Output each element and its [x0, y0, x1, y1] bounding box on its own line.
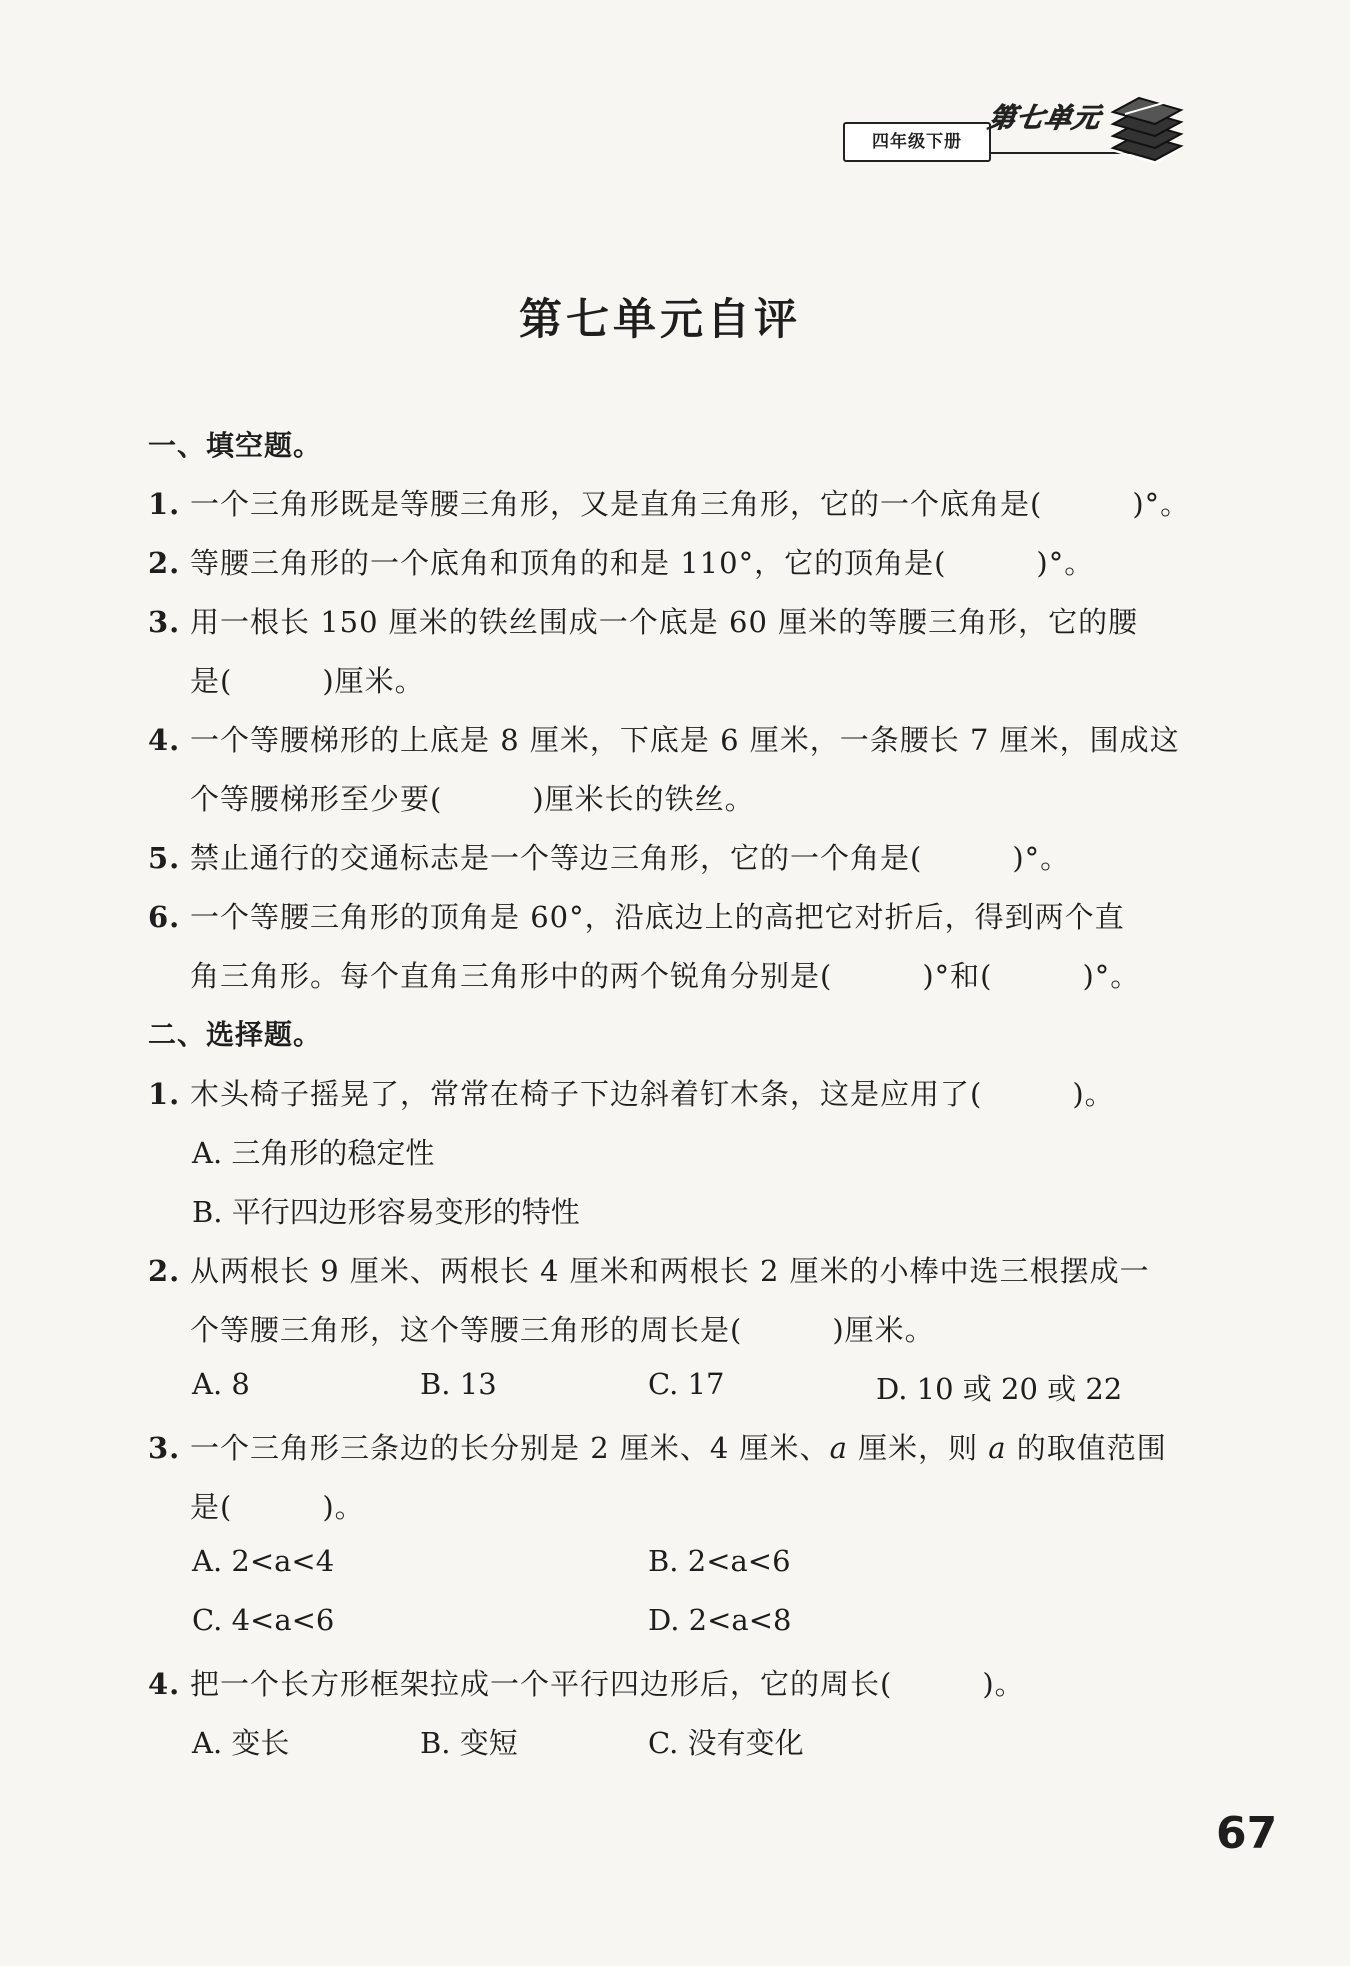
book-stack-icon [1105, 88, 1185, 168]
question-number: 4. [148, 1667, 181, 1701]
unit-label: 第七单元 [985, 103, 1104, 134]
choice-3-option-b: B. 2<a<6 [648, 1544, 791, 1578]
choice-question-2-cont: 个等腰三角形，这个等腰三角形的周长是( )厘米。 [190, 1313, 935, 1347]
fill-question-4 [148, 718, 1180, 759]
page-number: 67 [1216, 1808, 1278, 1859]
page-title: 第七单元自评 [519, 295, 801, 345]
choice-1-option-a: A. 三角形的稳定性 [192, 1136, 435, 1170]
choice-2-option-b: B. 13 [420, 1367, 497, 1401]
fill-question-4-cont: 个等腰梯形至少要( )厘米长的铁丝。 [190, 782, 755, 816]
fill-question-3-cont: 是( )厘米。 [190, 664, 425, 698]
fill-question-6-cont: 角三角形。每个直角三角形中的两个锐角分别是( )°和( )°。 [190, 959, 1141, 993]
question-number: 2. [148, 546, 181, 580]
question-text-part-1: 一个三角形三条边的长分别是 2 厘米、4 厘米、 [190, 1431, 830, 1465]
fill-question-1 [148, 482, 1190, 523]
fill-question-2 [148, 541, 1094, 582]
question-number: 5. [148, 841, 181, 875]
question-number: 4. [148, 723, 181, 757]
fill-question-3 [148, 600, 1138, 641]
choice-3-option-c: C. 4<a<6 [192, 1603, 335, 1637]
choice-3-option-d: D. 2<a<8 [648, 1603, 792, 1637]
section-heading-fill-blank: 一、填空题。 [148, 429, 323, 462]
question-number: 6. [148, 900, 181, 934]
choice-question-2 [148, 1249, 1150, 1290]
choice-question-3-cont: 是( )。 [190, 1490, 365, 1524]
choice-1-option-b: B. 平行四边形容易变形的特性 [192, 1195, 580, 1229]
question-text: 一个等腰梯形的上底是 8 厘米，下底是 6 厘米，一条腰长 7 厘米，围成这 [190, 723, 1180, 757]
question-text: 从两根长 9 厘米、两根长 4 厘米和两根长 2 厘米的小棒中选三根摆成一 [190, 1254, 1150, 1288]
question-text: 木头椅子摇晃了，常常在椅子下边斜着钉木条，这是应用了( )。 [190, 1077, 1115, 1111]
question-text: 把一个长方形框架拉成一个平行四边形后，它的周长( )。 [190, 1667, 1025, 1701]
question-text-part-3: 的取值范围 [1006, 1431, 1167, 1465]
choice-3-option-a: A. 2<a<4 [192, 1544, 335, 1578]
section-heading-choice: 二、选择题。 [148, 1018, 323, 1051]
fill-question-5 [148, 836, 1070, 877]
choice-2-option-a: A. 8 [192, 1367, 250, 1401]
question-number: 3. [148, 1431, 181, 1465]
choice-4-option-b: B. 变短 [420, 1726, 518, 1760]
question-text: 等腰三角形的一个底角和顶角的和是 110°，它的顶角是( )°。 [190, 546, 1095, 580]
page-header-tag [843, 88, 1183, 170]
grade-label: 四年级下册 [843, 122, 991, 162]
question-number: 3. [148, 605, 181, 639]
choice-4-option-a: A. 变长 [192, 1726, 290, 1760]
question-number: 1. [148, 487, 181, 521]
variable-a: a [829, 1431, 848, 1465]
variable-a: a [988, 1431, 1007, 1465]
choice-4-option-c: C. 没有变化 [648, 1726, 804, 1760]
question-number: 2. [148, 1254, 181, 1288]
question-text-part-2: 厘米，则 [847, 1431, 989, 1465]
fill-question-6 [148, 895, 1125, 936]
choice-question-1 [148, 1072, 1115, 1113]
choice-question-4 [148, 1662, 1025, 1703]
choice-2-option-d: D. 10 或 20 或 22 [876, 1372, 1123, 1406]
question-number: 1. [148, 1077, 181, 1111]
choice-question-3 [148, 1426, 1167, 1467]
question-text: 用一根长 150 厘米的铁丝围成一个底是 60 厘米的等腰三角形，它的腰 [190, 605, 1139, 639]
question-text: 一个等腰三角形的顶角是 60°，沿底边上的高把它对折后，得到两个直 [190, 900, 1125, 934]
question-text: 一个三角形既是等腰三角形，又是直角三角形，它的一个底角是( )°。 [190, 487, 1191, 521]
choice-2-option-c: C. 17 [648, 1367, 725, 1401]
question-text: 禁止通行的交通标志是一个等边三角形，它的一个角是( )°。 [190, 841, 1071, 875]
